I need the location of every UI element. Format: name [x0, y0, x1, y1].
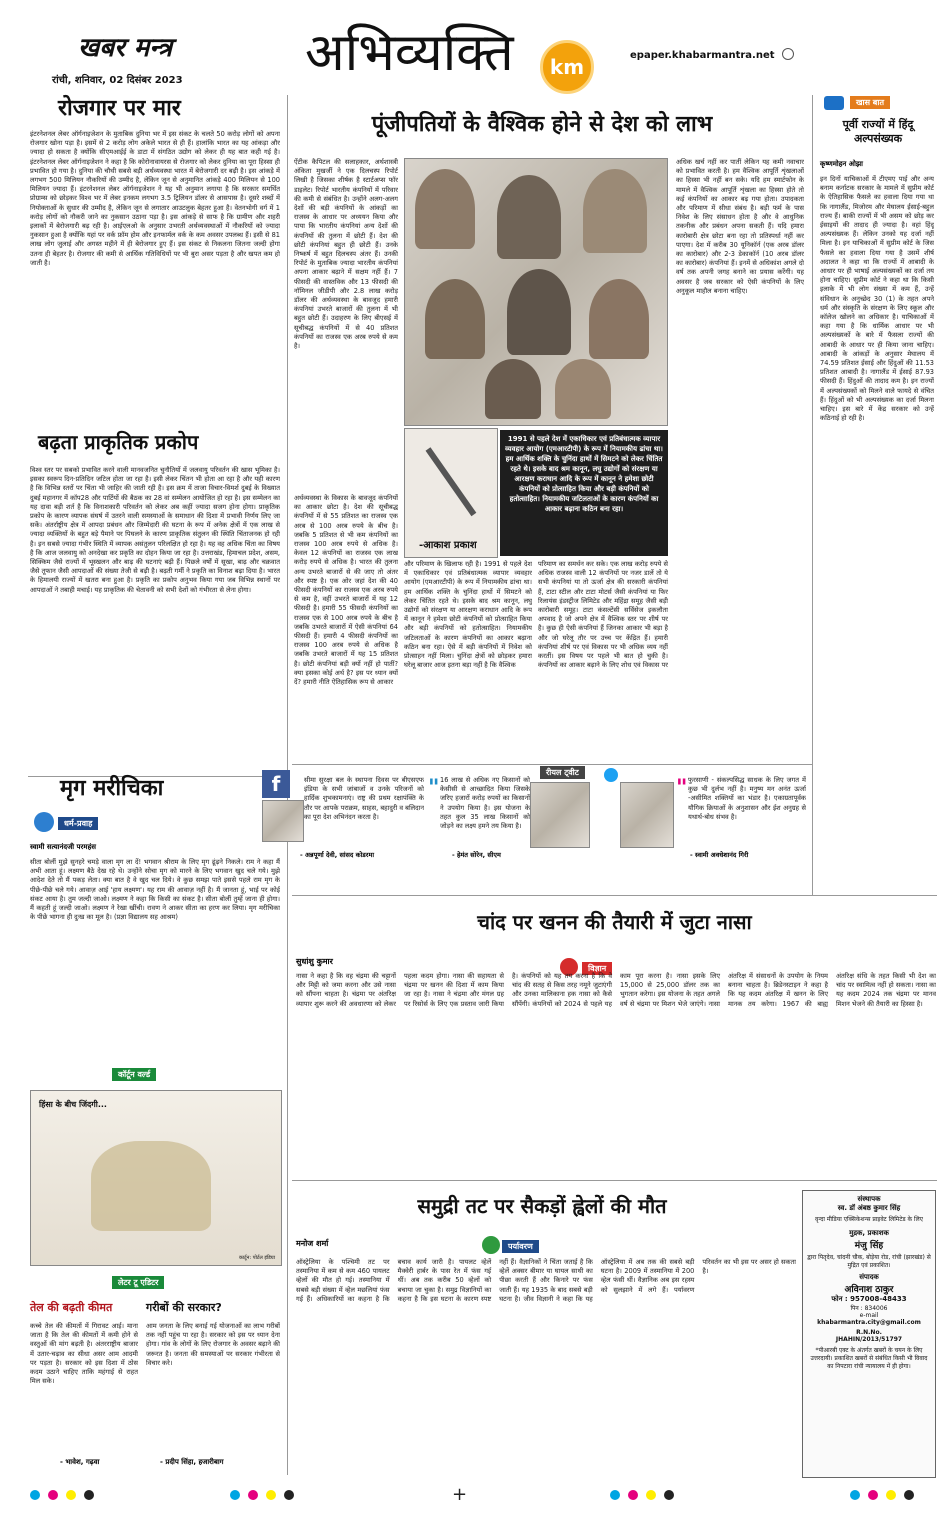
- letter2-headline: गरीबों की सरकार?: [146, 1301, 222, 1314]
- color-dot-magenta-3: [628, 1490, 638, 1500]
- logo: [540, 40, 594, 94]
- column-divider: [812, 95, 813, 895]
- leader-portrait-2: [497, 175, 561, 259]
- editorial1-headline: रोजगार पर मार: [58, 96, 181, 121]
- logo-letters: km: [549, 55, 585, 79]
- section-title: अभिव्यक्ति: [305, 23, 514, 83]
- facebook-icon: f: [262, 770, 290, 798]
- letter2-author: - प्रदीप सिंहा, हजारीबाग: [160, 1458, 224, 1466]
- lead-body-col3: और परिमाण के खिलाफ रही है। 1991 से पहले देश में एकाधिकार एवं प्रतिबंधात्मक व्यापार व्यवहार आयोग (एमआरटीपी) के रूप में नियामकीय ढांचा था। हम आर्थिक शक्ति के चुनिंदा हाथों में सिमटने को लेकर चिंतित रहते थे। इसके बाद श्रम कानून, लघु उद्योगों को संरक्षण या आरक्षण कराधान आदि के रूप में कानून ने हमेशा छोटी कंपनियों को प्रोत्साहित किया और बड़ी कंपनियों को हतोत्साहित। नियामकीय जटिलताओं के कारण कंपनियों का आकार बढ़ाना कठिन बना रहा। ऐसे में बड़ी कंपनियों में निवेश को प्रोत्साहन नहीं मिला। चुनिंदा क्षेत्रों को छोड़कर हमारा घरेलू बाजार आज इतना बड़ा नहीं है कि वैश्विक: [404, 560, 532, 670]
- science-section-label: विज्ञान: [582, 962, 612, 975]
- editorial3-body: सीता बोलीं मुझे सुनहरे चमड़े वाला मृग ला दें! भगवान श्रीराम के लिए मृग ढूंढ़ने निकले। राम ने कहा मैं अभी आता हूं। लक्ष्मण बैठे देख रहे थे। उन्होंने सोचा मृग को मारने के लिए भगवान खुद चले गये। मुझे आदेश देते तो मैं पकड़ लेता। क्या बात है वे खुद चल दिये। वे कुछ समझ पाते इससे पहले राम मृग के पीछे-पीछे चले गये। आवाज़ आई 'हाय लक्ष्मण'। यह राम की आवाज़ नहीं है। मैं जानता हूं, भाई पर कोई संकट आया है। तुम जल्दी जाओ। लक्ष्मण ने कहा कि किसी का संकट है। सीता बोलीं तुम्हें जाना ही होगा। मैं कहती हूं जल्दी जाओ। लक्ष्मण ने रेखा खींची। रावण ने आकर सीता का हरण कर लिया। मृग मरीचिका के पीछे भागना ही दुःख का मूल है। (प्रज्ञा विद्यालय सह आश्रम): [30, 858, 280, 922]
- lead-body-col5: अधिक खर्च नहीं कर पातीं लेकिन यह कमी नवाचार को प्रभावित करती है। हम वैश्विक आपूर्ति शृंखलाओं का हिस्सा भी नहीं बन सके। यदि हम स्मार्टफोन के मामले में वैश्विक आपूर्ति शृंखला का हिस्सा होते तो कई कंपनियों का आकार बढ़ गया होता। उपादकता और परिमाण में सीधा संबंध है। बड़ी फर्म के पास निवेश के लिए संसाधन होता है और वे आधुनिक तकनीक और प्रबंधन अपना सकती हैं। यदि हमारा कारोबारी क्षेत्र छोटा बना रहा तो प्रतिस्पर्धा नहीं कर पाएगा। देश में करीब 30 यूनिकॉर्न (एक अरब डॉलर का कारोबार) और 2-3 डेकाकॉर्न (10 अरब डॉलर का कारोबार) कंपनियां हैं। इनमें से अधिकांश अगले दो वर्ष तक अपनी जगह बनाने का प्रयास करेंगी। यह अवसर है जब सरकार को ऐसी कंपनियों के लिए अनुकूल माहौल बनाना चाहिए।: [676, 158, 804, 295]
- color-dot-yellow-2: [266, 1490, 276, 1500]
- cmyk-target-icon: [782, 48, 794, 60]
- color-dot-black-3: [664, 1490, 674, 1500]
- masthead: [0, 0, 945, 92]
- color-dot-black-2: [284, 1490, 294, 1500]
- color-dot-yellow: [66, 1490, 76, 1500]
- leader-portrait-4: [425, 279, 485, 359]
- tweet1-author: - अन्नपूर्णा देवी, सांसद कोडरमा: [300, 851, 375, 859]
- sidebar-tag: खास बात: [850, 96, 890, 109]
- lead-headline: पूंजीपतियों के वैश्विक होने से देश को लाभ: [371, 112, 713, 137]
- registration-mark-icon: +: [452, 1484, 468, 1505]
- imprint-company: वृन्दा मीडिया एक्सिकेशन्स प्राइवेट लिमिटेड के लिए: [815, 1216, 923, 1223]
- imprint-address: द्वारा पितृदेव, चांदनी चौक, बोड़ेया रोड, रांची (झारखंड) से मुद्रित एवं प्रकाशित।: [807, 1254, 931, 1269]
- color-dot-magenta-2: [248, 1490, 258, 1500]
- quote-mark-icon-2: ": [676, 776, 688, 801]
- letters-section-label: लेटर टू एडिटर: [112, 1276, 164, 1289]
- letter1-body: कच्चे तेल की कीमतों में गिरावट आई। माना जाता है कि तेल की कीमतों में कमी होने से वस्तुओं की मांग बढ़ती है। अंतरराष्ट्रीय बाजार में उतार-चढ़ाव का सीधा असर आम आदमी पर पड़ता है। सरकार को इस दिशा में ठोस कदम उठाने चाहिए ताकि महंगाई से राहत मिल सके।: [30, 1322, 138, 1386]
- quote-mark-icon: ": [428, 776, 440, 801]
- website-url[interactable]: epaper.khabarmantra.net: [630, 50, 775, 61]
- imprint-editor: अविनाश ठाकुर: [844, 1285, 894, 1295]
- twitter-icon: [604, 768, 618, 782]
- leaf-icon: [482, 1236, 500, 1254]
- color-dot-cyan-2: [230, 1490, 240, 1500]
- paper-name: खबर मन्त्र: [78, 33, 173, 63]
- tweet3-text: फुरसाणी - संकल्पसिद्ध साधक के लिए जगत में कुछ भी दुर्लभ नहीं है। मनुष्य मन अनंत ऊर्जा -असीमित शक्तियों का भंडार है। एकाग्रतापूर्वक यौगिक क्रियाओं के अनुशासन और ईश अनुग्रह से यथार्थ-बोध संभव है।: [688, 776, 806, 821]
- color-dot-cyan-4: [850, 1490, 860, 1500]
- imprint-founder: स्व. डॉ अंबष्ठ कुमार सिंह: [837, 1204, 901, 1212]
- lead-body-primary: ऐंटीक कैपिटल की सलाहकार, अर्थशास्त्री अंकिता मुखर्जी ने एक दिलचस्प रिपोर्ट लिखी है जिसका शीर्षक है स्टार्टअप्स फॉर डाइलेट। रिपोर्ट भारतीय कंपनियों में परिवार की कमी से संबंधित है। उन्होंने अलग-अलग देशों की बड़ी कंपनियों के आंकड़ों का राजस्व के आधार पर अध्ययन किया और पाया कि भारतीय कंपनियां अन्य देशों की कंपनियों की तुलना में छोटी हैं। देश की छोटी कंपनियां बहुत ही छोटी हैं। उनके निष्कर्ष में बहुत दिलचस्प अंतर हैं। उनकी रिपोर्ट के मुताबिक ज्यादा भारतीय कंपनियां अपना आकार बढ़ाने में सक्षम नहीं हैं। 7 फीसदी की वास्तविक और 13 फीसदी की नॉमिनल जीडीपी और 2.8 लाख करोड़ डॉलर की अर्थव्यवस्था के बावजूद हमारी कंपनियां उभरते बाजारों की तुलना में भी बहुत छोटी हैं। उदाहरण के लिए बीएसई में सूचीबद्ध कंपनियों में से 40 प्रतिशत कंपनियों का राजस्व एक अरब रुपये से कम है।: [294, 158, 398, 351]
- footer-color-strip: [0, 1486, 945, 1506]
- cartoon-section-label: कॉर्टून वर्ल्ड: [112, 1068, 156, 1081]
- imprint-publisher: मंजु सिंह: [854, 1241, 884, 1251]
- editorial1-body: इंटरनेशनल लेबर ऑर्गनाइजेशन के मुताबिक दुनिया भर में इस संकट के चलते 50 करोड़ लोगों को अपना रोजगार खोना पड़ा है। इसमें से 2 करोड़ लोग अकेले भारत से ही हैं। हालांकि भारत का यह आंकड़ा और ज्यादा हो सकता है क्योंकि सीएमआईई के डाटा में संगठित उद्योग को लेकर ही यह बात कही गई है। इंटरनेशनल लेबर ऑर्गनाइजेशन ने कहा है कि कोरोनावायरस से रोजगार को लेकर दुनिया का पूरा हिस्सा ही प्रभावित हो गया है। दुनिया की चौथी सबसे बड़ी अर्थव्यवस्था भारत में बेरोजगारी दर बढ़ी है। इस आंकड़े में लगभग 500 मिलियन नौकरियों की उम्मीद है, लेकिन जून से अनुमानित आंकड़े 400 मिलियन से 100 मिलियन ज्यादा हैं। इंटरनेशनल लेबर ऑर्गनाइजेशन ने यह भी अनुमान लगाया है कि सरकार समर्थित प्रोग्राम्स को छोड़कर विश्व भर में लेबर इनकम लगभग 3.5 ट्रिलियन डॉलर से आसपास है। दूसरे शब्दों में नियोक्ताओं के सुधार की उम्मीद है, लेकिन जून से लगातार आउटलुक बेहतर हुआ है। वेतनभोगी वर्ग में 1 करोड़ लोगों को नौकरी जाने का नुकसान उठाना पड़ा है। इस आंकड़े से साफ है कि ग्रामीण और शहरी इलाकों में बेरोजगारी बढ़ रही है। आईएलओ के अनुसार उभरती अर्थव्यवस्थाओं में नौकरियों को ज्यादा नुकसान हुआ है क्योंकि यहां पर वर्क फ्रॉम होम और इनफार्मल वर्क के कम अवसर उपलब्ध हैं। इसी से 81 लाख लोग जुलाई और अगस्त महीने में ही बेरोजगार हुए हैं। इस संकट से निकलना जितना जल्दी होगा उतना ही बेहतर है। रोजगार की कमी से आर्थिक गतिविधियों पर भी बुरा असर पड़ता है और खपत कम हो जाती है।: [30, 130, 280, 267]
- sidebar-body: इन दिनों याचिकाओं में टीएमए पाई और अन्य बनाम कर्नाटक सरकार के मामले में सुप्रीम कोर्ट के ऐतिहासिक फैसले का हवाला दिया गया था कि नागालैंड, मिजोरम और मेघालय ईसाई-बहुल राज्य हैं। बाकी राज्यों में भी असम को छोड़ कर ईसाइयों की तादाद ही ज्यादा है। वहां हिंदू अल्पसंख्यक हैं। लेकिन उनको यह दर्जा नहीं मिला है। इन याचिकाओं में सुप्रीम कोर्ट के जिस फैसले का हवाला दिया गया है उसमें शीर्ष अदालत ने कहा था कि राज्यों में आबादी के आधार पर ही भाषाई अल्पसंख्यकों का दर्जा तय होना चाहिए। सुप्रीम कोर्ट ने कहा था कि किसी इलाके में भी लोग संख्या में कम हैं, उन्हें संविधान के अनुच्छेद 30 (1) के तहत अपने धर्म और संस्कृति के संरक्षण के लिए स्कूल और कॉलेज खोलने का अधिकार है। याचिकाओं में कहा गया है कि धार्मिक आधार पर भी अल्पसंख्यकों के बारे में फैसला राज्यों की आबादी के आधार पर ही किया जाना चाहिए। आबादी के आंकड़ों के अनुसार मेघालय में 74.59 प्रतिशत ईसाई और हिंदुओं की 11.53 प्रतिशत आबादी है। नागालैंड में ईसाई 87.93 फीसदी हैं। हिंदुओं की तादाद कम है। इन राज्यों में अल्पसंख्यकों को मिलने वाले फायदे से वंचित हैं। हिंदुओं को भी अल्पसंख्यक का दर्जा मिलना चाहिए। इस बारे में केंद्र सरकार को उन्हें कठिनाई हो रही है।: [820, 175, 934, 423]
- globe-icon: [34, 812, 54, 832]
- tweet1-text: सीमा सुरक्षा बल के स्थापना दिवस पर बीएसएफ इंडिया के सभी जांबाजों व उनके परिजनों को हार्दिक शुभकामनाएं। राष्ट्र की प्रथम रक्षापंक्ति के तौर पर आपके पराक्रम, साहस, बहादुरी व बलिदान का पूरा देश अभिनंदन करता है।: [304, 776, 424, 821]
- lead-pullquote: 1991 से पहले देश में एकाधिकार एवं प्रतिबंधात्मक व्यापार व्यवहार आयोग (एमआरटीपी) के रूप में नियामकीय ढांचा था। हम आर्थिक शक्ति के चुनिंदा हाथों में सिमटने को लेकर चिंतित रहते थे। इसके बाद श्रम कानून, लघु उद्योगों को संरक्षण या आरक्षण कराधान आदि के रूप में कानून ने हमेशा छोटी कंपनियों को प्रोत्साहित किया और बड़ी कंपनियों को हतोत्साहित। नियामकीय जटिलताओं के कारण कंपनियों का आकार बढ़ाना कठिन बना रहा।: [500, 430, 668, 556]
- tweet3-author: - स्वामी अवधेशानंद गिरी: [690, 851, 749, 859]
- color-dot-cyan: [30, 1490, 40, 1500]
- imprint-pin: पिन : 834006: [850, 1305, 888, 1312]
- leader-portrait-1: [415, 169, 475, 249]
- letter1-headline: तेल की बढ़ती कीमत: [30, 1301, 113, 1314]
- tweet2-text: 16 लाख से अधिक नए किसानों को केसीसी से आच्छादित किया जिसके जरिए हजारों करोड़ रुपयों का किसानों ने उपयोग किया है। इस योजना के तहत कुल 35 लाख किसानों को जोड़ने का लक्ष्य हमने तय किया है।: [440, 776, 530, 831]
- cartoon-figure: [91, 1141, 211, 1231]
- color-dot-yellow-3: [646, 1490, 656, 1500]
- tweet-author-photo-3: [620, 782, 674, 848]
- letter2-body: आम जनता के लिए बनाई गई योजनाओं का लाभ गरीबों तक नहीं पहुंच पा रहा है। सरकार को इस पर ध्यान देना होगा। गांव के लोगों के लिए रोजगार के अवसर बढ़ाने की जरूरत है। जनता की समस्याओं पर सरकार गंभीरता से विचार करे।: [146, 1322, 280, 1367]
- color-dot-cyan-3: [610, 1490, 620, 1500]
- imprint-email-label: e-mail: [859, 1312, 879, 1319]
- lead-body-col4: परिमाण का समर्थन कर सके। एक लाख करोड़ रुपये से अधिक राजस्व वाली 12 कंपनियों पर नजर डालें तो ये सभी कंपनियां या तो ऊर्जा क्षेत्र की सरकारी कंपनियां हैं, टाटा स्टील और टाटा मोटर्स जैसी कंपनियां या फिर रिलायंस इंडस्ट्रीज लिमिटेड और महिंद्रा समूह जैसी बड़ी कारोबारी समूह। टाटा कंसल्टेंसी सर्विसेज इकलौता अपवाद है जो अपने क्षेत्र में वैश्विक स्तर पर शीर्ष पर है। कुछ ही ऐसी कंपनियां हैं जिनका आकार भी बड़ा है और जो घरेलू तौर पर उच्च पर केंद्रित हैं। हमारी कंपनियां शीर्ष पर एवं विकास पर भी अधिक व्यय नहीं करतीं। इस विषय पर पहले भी बात हो चुकी है। कंपनियों का आकार बढ़ाने के लिए शोध एवं विकास पर: [538, 560, 668, 670]
- imprint-rni-label: R.N.No.: [856, 1329, 882, 1336]
- whales-headline: समुद्री तट पर सैकड़ों ह्वेलों की मौत: [417, 1194, 667, 1218]
- divider: [292, 1180, 937, 1181]
- leader-portrait-8: [555, 359, 611, 419]
- imprint-phone: फोन : 957008-48433: [831, 1295, 907, 1303]
- dharma-section-label: धर्म-प्रवाह: [58, 817, 98, 830]
- leader-portrait-5: [507, 269, 571, 355]
- leader-portrait-6: [589, 279, 649, 359]
- editorial3-author: स्वामी सत्यानंदजी परमहंस: [30, 843, 97, 851]
- color-dot-black: [84, 1490, 94, 1500]
- whales-body: ऑस्ट्रेलिया के पश्चिमी तट पर तस्मानिया में कम से कम 460 पायलट व्हेलों की मौत हो गई। तस्मानिया में सबसे बड़ी संख्या में व्हेल मछलियां फंस गई हैं। अधिकारियों का कहना है कि बचाव कार्य जारी है। पायलट व्हेलें मैक्वेरी हार्बर के पास रेत में फंस गई थीं। अब तक करीब 50 व्हेलों को बचाया जा चुका है। समुद्र विज्ञानियों का कहना है कि इस घटना के कारण स्पष्ट नहीं हैं। वैज्ञानिकों ने चिंता जताई है कि व्हेलें अक्सर बीमार या घायल साथी का पीछा करती हैं और किनारे पर फंस जाती हैं। यह 1935 के बाद सबसे बड़ी घटना है। जीव विज्ञानी ने कहा कि यह ऑस्ट्रेलिया में अब तक की सबसे बड़ी घटना है। 2009 में तस्मानिया में 200 व्हेल फंसी थीं। वैज्ञानिक अब इस रहस्य को सुलझाने में लगे हैं। पर्यावरण परिवर्तन का भी इस पर असर हो सकता है।: [296, 1258, 796, 1303]
- tweet-author-photo-2: [530, 782, 590, 848]
- imprint-email[interactable]: khabarmantra.city@gmail.com: [817, 1319, 921, 1326]
- lead-author: -आकाश प्रकाश: [419, 540, 477, 551]
- color-dot-magenta-4: [868, 1490, 878, 1500]
- nasa-headline: चांद पर खनन की तैयारी में जुटा नासा: [477, 910, 752, 934]
- cartoon-caption: हिंसा के बीच जिंदगी...: [39, 1100, 107, 1109]
- sidebar-author: कृष्णमोहन ओझा: [820, 160, 863, 168]
- color-dot-magenta: [48, 1490, 58, 1500]
- nasa-author: सुधांशु कुमार: [296, 957, 333, 966]
- airplane-icon: [824, 96, 844, 110]
- business-leaders-photo-collage: [404, 158, 668, 426]
- leader-portrait-3: [583, 169, 647, 253]
- imprint-founder-label: संस्थापक: [857, 1195, 881, 1203]
- imprint-publisher-label: मुद्रक, प्रकाशक: [849, 1229, 889, 1237]
- imprint-disclaimer: *पीआरबी एक्ट के अंतर्गत खबरों के चयन के लिए उत्तरदायी। प्रकाशित खबरों से संबंधित किसी भी विवाद का निपटारा रांची न्यायालय में ही होगा।: [810, 1347, 928, 1370]
- pen-icon: [426, 447, 477, 516]
- editorial3-headline: मृग मरीचिका: [60, 776, 164, 801]
- letter1-author: - भावेश, गढ़वा: [60, 1458, 100, 1466]
- divider: [292, 764, 812, 765]
- sidebar-headline: पूर्वी राज्यों में हिंदू अल्पसंख्यक: [842, 118, 914, 145]
- tweet-author-photo-1: [262, 800, 304, 842]
- tweet2-author: - हेमंत सोरेन, सीएम: [452, 851, 501, 859]
- lead-body-col2: अर्थव्यवस्था के विकास के बावजूद कंपनियों का आकार छोटा है। देश की सूचीबद्ध कंपनियों में से 55 प्रतिशत का राजस्व एक अरब से 100 अरब रुपये के बीच है। जबकि 5 प्रतिशत से भी कम कंपनियों का राजस्व 100 अरब रुपये से अधिक है। केवल 12 कंपनियों का राजस्व एक लाख करोड़ रुपये से अधिक है। भारत की तुलना अन्य उभरते बाजारों से की जाए तो अंतर और स्पष्ट है। एक ओर जहां देश की 40 फीसदी कंपनियों का राजस्व एक अरब रुपये से कम है, वहीं उभरते बाजारों में यह 12 फीसदी है। हमारी 55 फीसदी कंपनियों का राजस्व एक से 100 अरब रुपये के बीच है जबकि उभरते बाजारों में ऐसी कंपनियां 64 फीसदी हैं। हमारी 4 फीसदी कंपनियों का राजस्व 100 अरब रुपये से अधिक है जबकि उभरते बाजारों में यह 15 प्रतिशत है। छोटी कंपनियां बड़ी क्यों नहीं हो पातीं? क्या इसका कोई अर्थ है? इस पर ध्यान क्यों दें? हमारी नीति ऐतिहासिक रूप से आकार: [294, 494, 398, 687]
- leader-portrait-7: [485, 359, 541, 419]
- color-dot-yellow-4: [886, 1490, 896, 1500]
- whales-author: मनोज शर्मा: [296, 1239, 329, 1248]
- divider: [292, 895, 937, 896]
- cartoon-credit: कार्टून: पोर्टल इंडिया: [239, 1255, 275, 1261]
- cartoon-image: [30, 1090, 282, 1266]
- editorial2-headline: बढ़ता प्राकृतिक प्रकोप: [38, 430, 199, 454]
- social-tag: रीयल ट्वीट: [540, 766, 585, 779]
- environment-section-label: पर्यावरण: [502, 1240, 539, 1253]
- editorial2-body: विश्व स्तर पर सबको प्रभावित करने वाली मानवजनित चुनौतियों में जलवायु परिवर्तन की खास भूमिका है। इसका स्वरूप दिन-प्रतिदिन जटिल होता जा रहा है। इसी लेकर चिंतन भी होता आ रहा है और यही कारण है कि विभिन्न स्तरों पर चिंता भी जाहिर की जाती रही है। इस क्रम में ताजा विचार-विमर्श दुबई के विख्यात दुबई महानगर में कॉप28 और पार्टियों की बैठक का 28 वां सम्मेलन आयोजित हो रहा है। इस सम्मेलन का यह दावा बड़ी शर्त है कि विनाशकारी परिवर्तन को लेकर अब कहीं ज्यादा सजग होना होगा। प्राकृतिक प्रकोप के कारण व्यापक संघर्ष में उतरने वाली समस्याओं के समाधान की दिशा में प्रभावी निर्णय लिए जा सकें। अंतर्राष्ट्रीय क्षेत्र में आपदा प्रबंधन और जिम्मेदारी की घटना के रूप में अनेक क्षेत्रों में एक लाख से ज्यादा व्यक्तियों के बहुत बड़े पैमाने पर पिघलने के कारण प्राकृतिक संतुलन की स्थिति चिंताजनक हो रही है। इन सबसे ज्यादा गंभीर स्थिति में व्यापक असंतुलन परिलक्षित हो रहा है। यह वह अधिक चिंता का विषय है कि आज जलवायु को अनदेखा कर प्रकृति का दोहन किया जा रहा है। उत्तराखंड, हिमाचल प्रदेश, असम, सिक्किम जैसे राज्यों में भूस्खलन और बाढ़ की घटनाएं बढ़ी हैं। पिछले वर्षों में सूखा, बाढ़ और चक्रवात जैसे तूफान जैसी आपदाओं की संख्या तेजी से बढ़ी है। बढ़ती गर्मी ने प्रकृति का विनाश बढ़ा दिया है। भारत के हिमालयी राज्यों में खतरा बना हुआ है। प्रकृति का प्रकोप अनुभव किया गया जब विभिन्न स्थानों पर आपदाओं ने तबाही मचाई। यह प्राकृतिक की चेतावनी को सभी देशों को गंभीरता से लेना होगा।: [30, 466, 280, 594]
- dateline: रांची, शनिवार, 02 दिसंबर 2023: [52, 75, 183, 86]
- color-dot-black-4: [904, 1490, 914, 1500]
- imprint-box: [802, 1190, 936, 1478]
- nasa-body-col1: नासा ने कहा है कि वह चंद्रमा की चट्टानों और मिट्टी को जमा करना और उसे नासा को सौंपना चाहता है। चंद्रमा पर अंतरिक्ष व्यापार शुरू करने की अवधारणा को लेकर पहला कदम होगा। नासा की सहायता से चंद्रमा पर खनन की दिशा में काम किया जा रहा है। नासा ने चंद्रमा और मंगल ग्रह पर रिसोर्स के लिए एक प्रस्ताव जारी किया है। कंपनियों को यह तय करना है कि वे चांद की सतह से किस तरह नमूने जुटाएंगी और उनका मालिकाना हक नासा को कैसे सौंपेंगी। कंपनियों को 2024 से पहले यह काम पूरा करना है। नासा इसके लिए 15,000 से 25,000 डॉलर तक का भुगतान करेगा। इस योजना के तहत अगले वर्ष से चंद्रमा पर मिशन भेजे जाएंगे। नासा अंतरिक्ष में संसाधनों के उपयोग के नियम बनाना चाहता है। ब्रिडेनस्टाइन ने कहा है कि यह कदम अंतरिक्ष में खनन के लिए मानक तय करेगा। 1967 की बाह्य अंतरिक्ष संधि के तहत किसी भी देश का चांद पर स्वामित्व नहीं हो सकता। नासा का यह कदम 2024 तक चंद्रमा पर मानव मिशन भेजने की तैयारी का हिस्सा है।: [296, 972, 936, 1008]
- imprint-rni-number: JHAHIN/2013/51797: [835, 1336, 903, 1343]
- author-pen-illustration: [404, 428, 498, 558]
- imprint-editor-label: संपादक: [859, 1273, 879, 1281]
